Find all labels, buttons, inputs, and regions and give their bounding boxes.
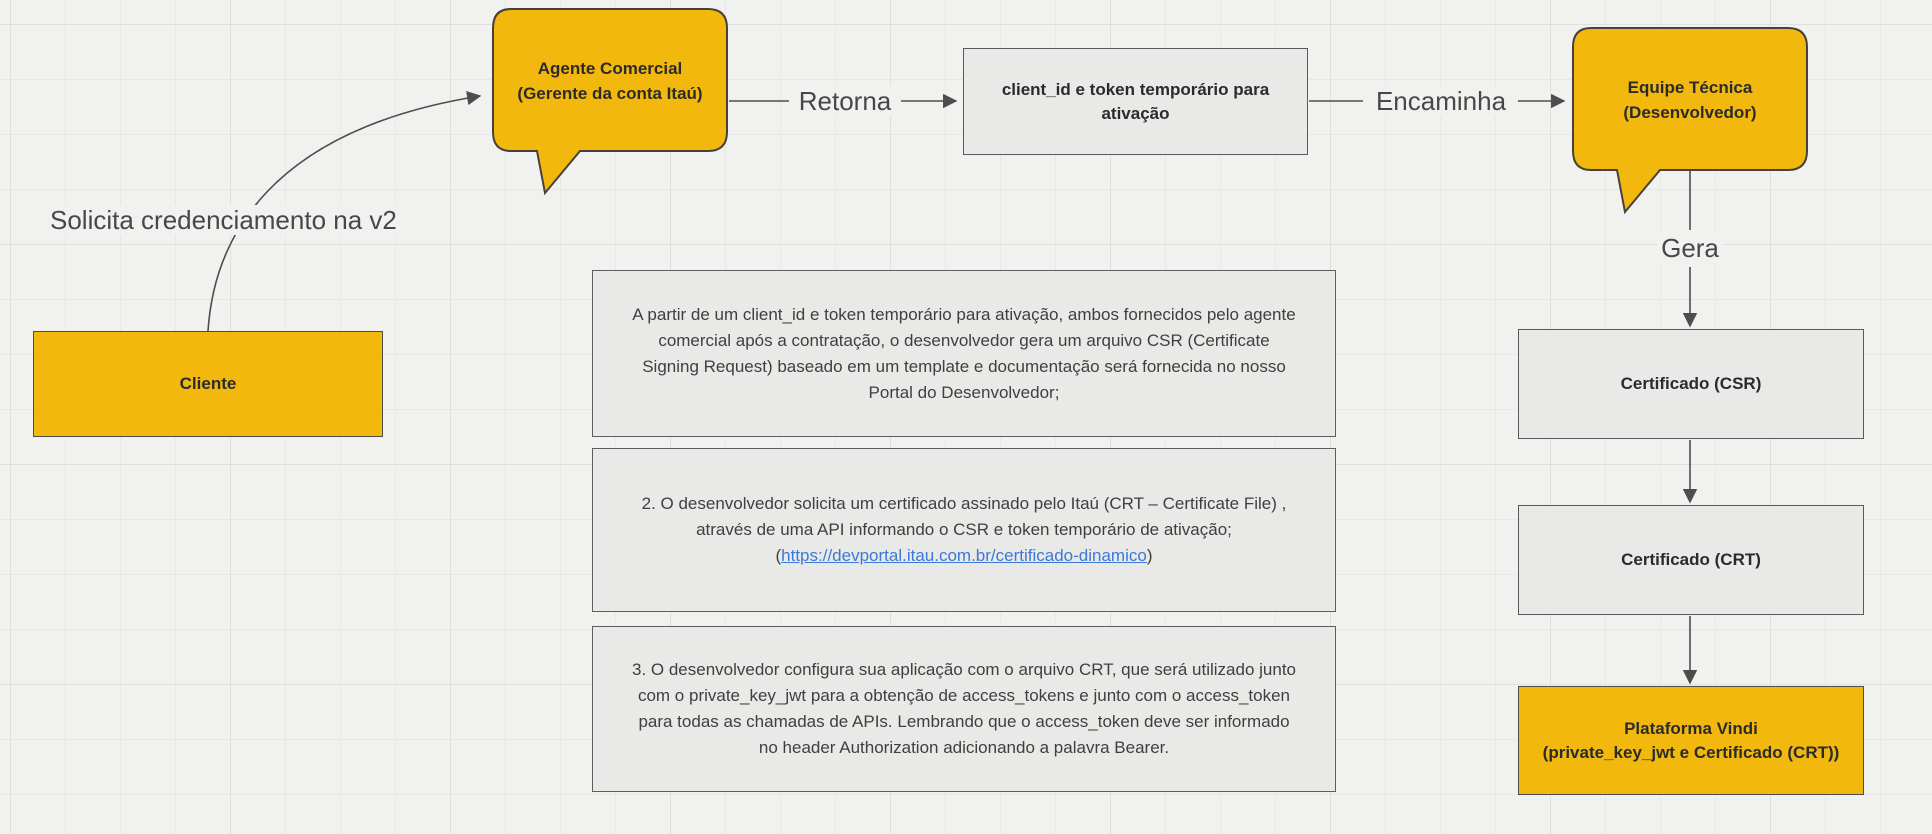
note-2	[592, 448, 1336, 612]
solicita-edge-label: Solicita credenciamento na v2	[46, 205, 401, 235]
note-1	[592, 270, 1336, 437]
retorna-edge-label: Retorna	[795, 86, 896, 116]
note-3	[592, 626, 1336, 792]
equipe-tecnica-label	[1572, 27, 1808, 172]
equipe-tecnica-line2: (Desenvolvedor)	[1623, 102, 1757, 122]
devportal-link[interactable]: https://devportal.itau.com.br/certificado-dinamico	[781, 546, 1147, 565]
plataforma-vindi-line2: (private_key_jwt e Certificado (CRT))	[1542, 742, 1840, 762]
agente-comercial-line1: Agente Comercial	[537, 58, 683, 78]
note-2-text: 2. O desenvolvedor solicita um certificado assinado pelo Itaú (CRT – Certificate File) , através de uma API informando o CSR e token temporário de ativação;	[641, 494, 1287, 539]
agente-comercial-line2: (Gerente da conta Itaú)	[517, 83, 703, 103]
note-2-paren-close: )	[1146, 546, 1153, 565]
agente-comercial-label	[492, 8, 728, 153]
credenciais-label: client_id e token temporário para ativação	[1001, 79, 1270, 123]
certificado-crt-label: Certificado (CRT)	[1621, 550, 1761, 569]
plataforma-vindi-node	[1518, 686, 1864, 795]
note-2-link-line	[775, 543, 1152, 569]
certificado-csr-label: Certificado (CSR)	[1620, 374, 1762, 393]
cliente-node	[33, 331, 383, 437]
note-1-text: A partir de um client_id e token temporário para ativação, ambos fornecidos pelo agente comercial após a contratação, o desenvolvedor gera um arquivo CSR (Certificate Signing Request) baseado em um template e documentação será fornecida no nosso Portal do Desenvolvedor;	[632, 304, 1296, 402]
equipe-tecnica-line1: Equipe Técnica	[1627, 77, 1753, 97]
certificado-csr-node	[1518, 329, 1864, 439]
note-3-text: 3. O desenvolvedor configura sua aplicação com o arquivo CRT, que será utilizado junto com o private_key_jwt para a obtenção de access_tokens e junto com o access_token para todas as chamadas de APIs. Lembrando que o access_token deve ser informado no header Authorization adicionando a palavra Bearer.	[631, 660, 1296, 757]
cliente-label: Cliente	[179, 374, 237, 393]
certificado-crt-node	[1518, 505, 1864, 615]
plataforma-vindi-line1: Plataforma Vindi	[1624, 718, 1758, 738]
gera-edge-label: Gera	[1657, 233, 1723, 263]
note-2-paren-open: (	[775, 546, 782, 565]
credenciais-node	[963, 48, 1308, 155]
encaminha-edge-label: Encaminha	[1372, 86, 1510, 116]
